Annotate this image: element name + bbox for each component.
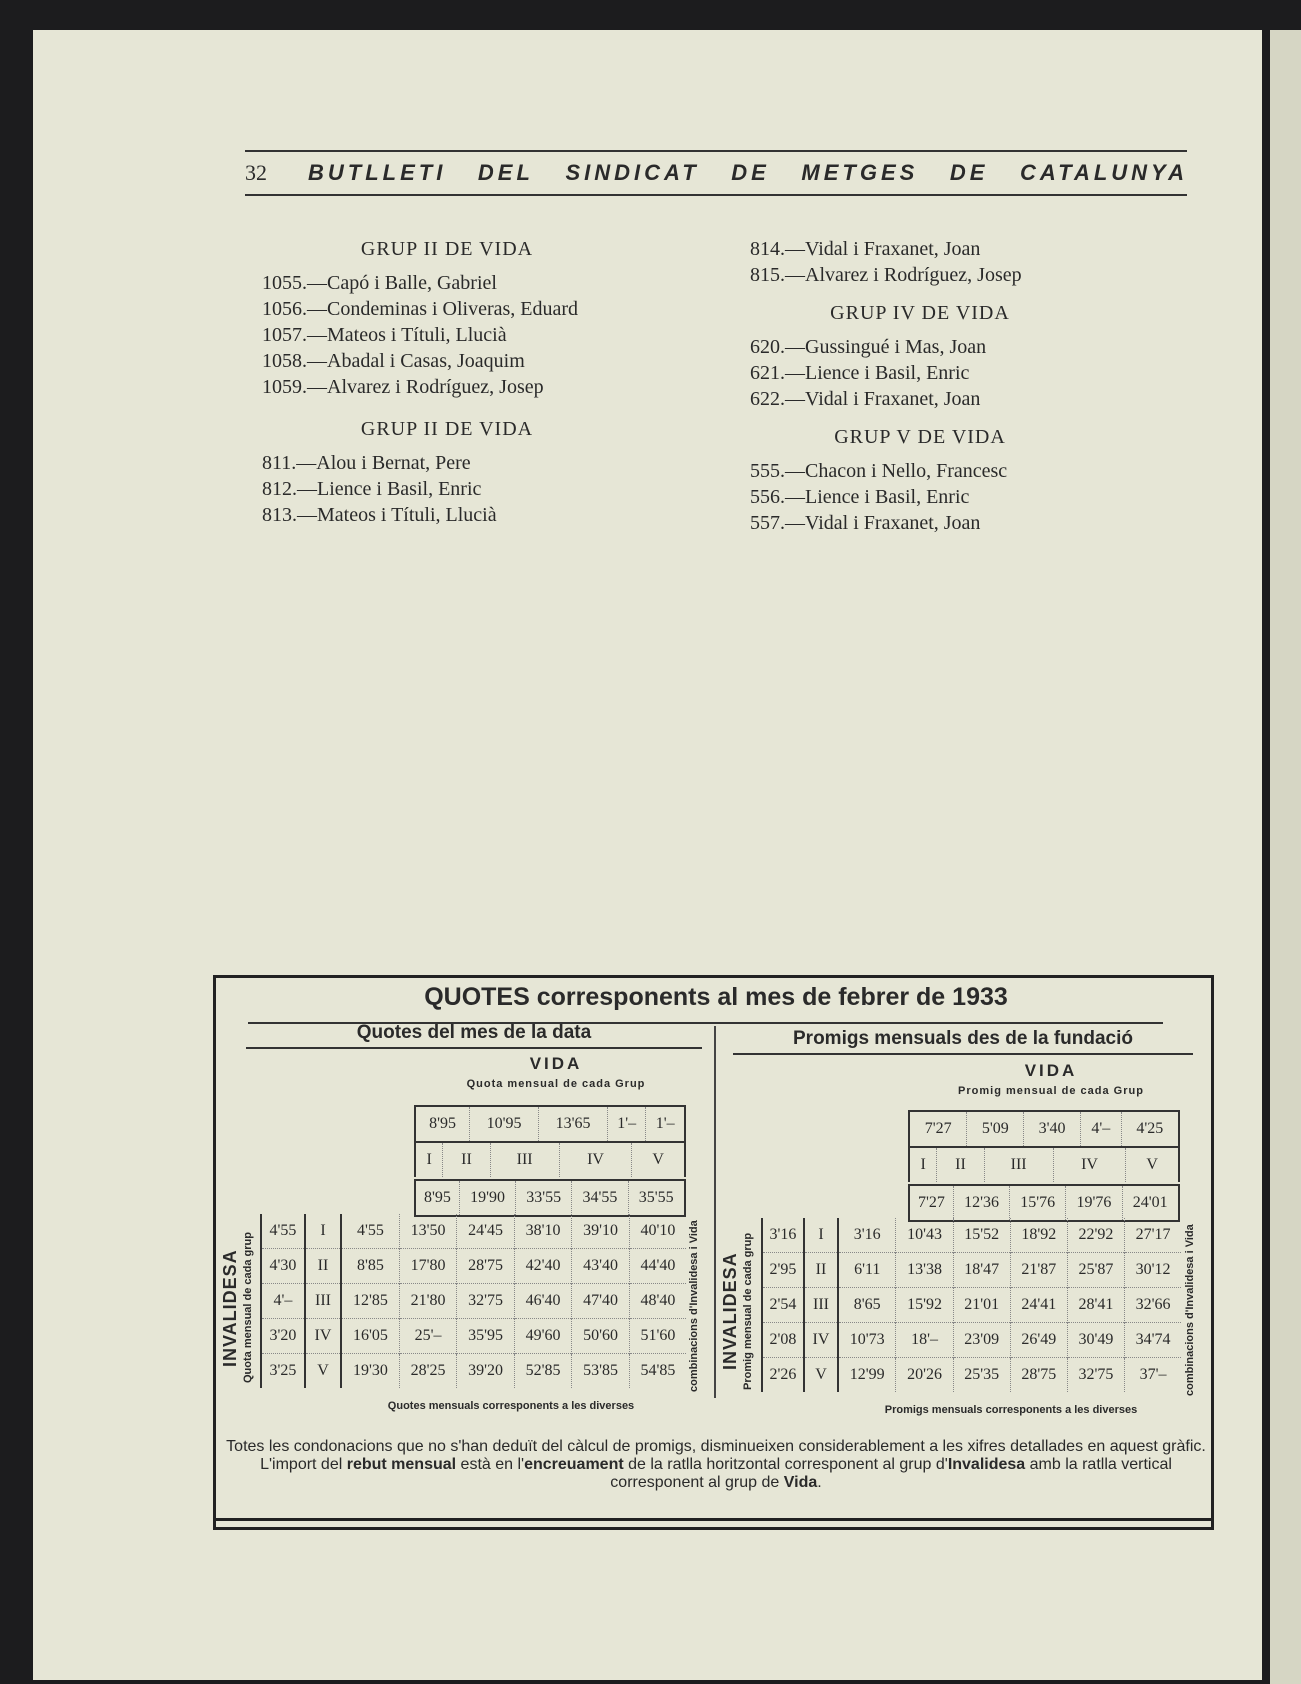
cell: 39'10 [572, 1214, 630, 1249]
note-bold: Vida [783, 1474, 818, 1491]
journal-title [308, 160, 1188, 186]
cell: 47'40 [572, 1284, 630, 1319]
list-item: 1055.—Capó i Balle, Gabriel [262, 272, 497, 294]
table-row [762, 1288, 1181, 1323]
cell: 15'76 [1010, 1185, 1066, 1221]
cell: 39'20 [457, 1354, 515, 1389]
page-number: 32 [245, 160, 267, 185]
table-row [261, 1284, 686, 1319]
cell: II [804, 1253, 838, 1288]
cell: 28'75 [457, 1249, 515, 1284]
cell: V [804, 1358, 838, 1393]
group-heading: GRUP V DE VIDA [834, 426, 1006, 448]
right-half-rule [733, 1053, 1193, 1055]
table-row [261, 1249, 686, 1284]
cell: 21'87 [1010, 1253, 1067, 1288]
list-item: 811.—Alou i Bernat, Pere [262, 452, 471, 474]
list-item: 814.—Vidal i Fraxanet, Joan [750, 238, 981, 260]
title-word: CATALUNYA [1020, 160, 1188, 185]
cell: 12'36 [953, 1185, 1009, 1221]
list-item: 812.—Lience i Basil, Enric [262, 478, 482, 500]
table-row [762, 1358, 1181, 1393]
member-list-left [262, 236, 632, 528]
cell: 3'40 [1024, 1111, 1081, 1147]
cell: III [804, 1288, 838, 1323]
cell: 24'01 [1122, 1185, 1179, 1221]
left-invalidesa-sub: Quota mensual de cada grup [242, 1232, 254, 1384]
cell: 8'95 [429, 1115, 456, 1132]
left-vida-sub: Quota mensual de cada Grup [466, 1078, 646, 1090]
list-item: 815.—Alvarez i Rodríguez, Josep [750, 264, 1022, 286]
cell: 27'17 [1125, 1218, 1181, 1253]
cell: V [305, 1354, 341, 1389]
group-heading: GRUP IV DE VIDA [830, 302, 1010, 324]
cell: 35'55 [628, 1180, 685, 1216]
left-combinations-label: combinacions d'Invalidesa i Vida [688, 1220, 700, 1393]
quotes-panel [213, 975, 1214, 1530]
header-rule-top [245, 150, 1187, 152]
note-text: L'import del [260, 1456, 347, 1473]
cell: 37'– [1125, 1358, 1181, 1393]
cell: 28'25 [399, 1354, 457, 1389]
cell: 4'– [1081, 1111, 1122, 1147]
note-bold: rebut mensual [346, 1456, 457, 1473]
right-vida-groups-table [908, 1148, 1180, 1182]
cell: I [426, 1151, 432, 1168]
cell: 19'30 [341, 1354, 399, 1389]
cell: 8'65 [838, 1288, 896, 1323]
quotes-title: QUOTES corresponents al mes de febrer de 1933 [424, 983, 1008, 1011]
cell: 32'75 [457, 1284, 515, 1319]
cell: 13'50 [399, 1214, 457, 1249]
left-vida-groups-table [414, 1143, 686, 1177]
list-item: 621.—Lience i Basil, Enric [750, 362, 970, 384]
table-row [762, 1323, 1181, 1358]
page-gutter [1262, 30, 1270, 1684]
list-item: 556.—Lience i Basil, Enric [750, 486, 970, 508]
left-vida-label: VIDA [529, 1054, 583, 1073]
cell: 53'85 [572, 1354, 630, 1389]
cell: 12'85 [341, 1284, 399, 1319]
list-item: 1056.—Condeminas i Oliveras, Eduard [262, 298, 579, 320]
table-row [762, 1253, 1181, 1288]
cell: 3'20 [261, 1319, 305, 1354]
list-item: 1058.—Abadal i Casas, Joaquim [262, 350, 525, 372]
title-word: METGES [801, 160, 919, 185]
cell: 10'43 [896, 1218, 953, 1253]
cell: 52'85 [514, 1354, 572, 1389]
left-vida-cum-table [414, 1179, 686, 1217]
cell: 23'09 [953, 1323, 1010, 1358]
right-combinations-label: combinacions d'Invalidesa i Vida [1184, 1224, 1196, 1397]
bottom-rule [216, 1518, 1211, 1521]
cell: 50'60 [572, 1319, 630, 1354]
cell: 18'47 [953, 1253, 1010, 1288]
cell: 4'– [261, 1284, 305, 1319]
note-text: . [817, 1474, 822, 1491]
cell: 17'80 [399, 1249, 457, 1284]
cell: 25'35 [953, 1358, 1010, 1393]
list-item: 555.—Chacon i Nello, Francesc [750, 460, 1008, 482]
cell: 21'01 [953, 1288, 1010, 1323]
cell: IV [1053, 1148, 1126, 1182]
title-word: BUTLLETI [308, 160, 447, 185]
cell: III [984, 1148, 1053, 1182]
cell: I [804, 1218, 838, 1253]
book-spine [1265, 30, 1301, 1684]
cell: 19'76 [1066, 1185, 1122, 1221]
cell: 12'99 [838, 1358, 896, 1393]
cell: 8'85 [341, 1249, 399, 1284]
left-bottom-caption: Quotes mensuals corresponents a les diverses [387, 1400, 635, 1412]
cell: 4'25 [1121, 1111, 1179, 1147]
column-divider [714, 1026, 716, 1398]
list-item: 557.—Vidal i Fraxanet, Joan [750, 512, 981, 534]
cell: 51'60 [629, 1319, 686, 1354]
cell: 16'05 [341, 1319, 399, 1354]
note-text: de la ratlla horitzontal corresponent al grup d' [623, 1456, 948, 1473]
cell: 20'26 [896, 1358, 953, 1393]
cell: 10'73 [838, 1323, 896, 1358]
cell: 13'38 [896, 1253, 953, 1288]
right-vida-label: VIDA [1024, 1061, 1078, 1080]
right-invalidesa-table [761, 1218, 1181, 1392]
left-half-title: Quotes del mes de la data [356, 1022, 592, 1043]
cell: 1'– [608, 1106, 646, 1142]
note-text: està en l' [456, 1456, 525, 1473]
cell: 38'10 [514, 1214, 572, 1249]
cell: 15'92 [896, 1288, 953, 1323]
cell: 2'54 [762, 1288, 804, 1323]
cell: 5'09 [967, 1111, 1024, 1147]
table-row [261, 1354, 686, 1389]
cell: 35'95 [457, 1319, 515, 1354]
cell: 48'40 [629, 1284, 686, 1319]
cell: I [305, 1214, 341, 1249]
right-invalidesa-label: INVALIDESA [720, 1252, 740, 1370]
right-invalidesa-sub: Promig mensual de cada grup [742, 1232, 754, 1390]
title-word: SINDICAT [565, 160, 700, 185]
right-half-title: Promigs mensuals des de la fundació [793, 1028, 1133, 1049]
cell: 21'80 [399, 1284, 457, 1319]
left-invalidesa-label: INVALIDESA [220, 1249, 240, 1367]
cell: 10'95 [470, 1106, 539, 1142]
cell: II [305, 1249, 341, 1284]
cell: I [920, 1156, 926, 1173]
cell: 4'55 [269, 1222, 297, 1239]
cell: 3'25 [261, 1354, 305, 1389]
list-item: 622.—Vidal i Fraxanet, Joan [750, 388, 981, 410]
cell: 4'55 [341, 1214, 399, 1249]
cell: III [305, 1284, 341, 1319]
cell: 30'12 [1125, 1253, 1181, 1288]
cell: 43'40 [572, 1249, 630, 1284]
cell: 3'16 [769, 1226, 797, 1243]
cell: 40'10 [629, 1214, 686, 1249]
table-row [762, 1218, 1181, 1253]
title-word: DE [731, 160, 770, 185]
group-heading: GRUP II DE VIDA [360, 418, 534, 440]
cell: 25'87 [1067, 1253, 1124, 1288]
cell: 7'27 [924, 1120, 952, 1137]
cell: 6'11 [838, 1253, 896, 1288]
note-bold: Invalidesa [947, 1456, 1026, 1473]
cell: IV [559, 1143, 632, 1177]
cell: 46'40 [514, 1284, 572, 1319]
notes [216, 1438, 1216, 1492]
cell: 28'75 [1010, 1358, 1067, 1393]
cell: II [443, 1143, 490, 1177]
cell: 34'55 [572, 1180, 628, 1216]
cell: 24'45 [457, 1214, 515, 1249]
cell: 19'90 [459, 1180, 515, 1216]
list-item: 1059.—Alvarez i Rodríguez, Josep [262, 376, 544, 398]
note-bold: encreuament [524, 1456, 624, 1473]
cell: 26'49 [1010, 1323, 1067, 1358]
cell: IV [305, 1319, 341, 1354]
right-vida-sub: Promig mensual de cada Grup [958, 1085, 1144, 1097]
cell: 2'26 [762, 1358, 804, 1393]
cell: V [1126, 1148, 1179, 1182]
cell: 22'92 [1067, 1218, 1124, 1253]
right-vida-quota-table [908, 1110, 1180, 1148]
left-invalidesa-table [260, 1214, 686, 1388]
cell: 54'85 [629, 1354, 686, 1389]
cell: 15'52 [953, 1218, 1010, 1253]
cell: 24'41 [1010, 1288, 1067, 1323]
cell: 18'92 [1010, 1218, 1067, 1253]
cell: 18'– [896, 1323, 953, 1358]
cell: 44'40 [629, 1249, 686, 1284]
cell: 34'74 [1125, 1323, 1181, 1358]
right-bottom-caption: Promigs mensuals corresponents a les diverses [884, 1404, 1138, 1416]
cell: 8'95 [424, 1189, 451, 1206]
table-row [261, 1319, 686, 1354]
header-rule-bottom [245, 194, 1187, 196]
right-vida-cum-table [908, 1184, 1180, 1222]
left-vida-quota-table [414, 1105, 686, 1143]
note-import [216, 1456, 1216, 1492]
cell: II [937, 1148, 984, 1182]
member-list-right [750, 236, 1090, 536]
cell: 1'– [646, 1106, 685, 1142]
cell: 25'– [399, 1319, 457, 1354]
cell: 33'55 [516, 1180, 572, 1216]
list-item: 813.—Mateos i Títuli, Llucià [262, 504, 497, 526]
title-word: DE [949, 160, 989, 185]
cell: 28'41 [1067, 1288, 1124, 1323]
list-item: 1057.—Mateos i Títuli, Llucià [262, 324, 507, 346]
title-word: DEL [477, 160, 534, 185]
cell: V [632, 1143, 685, 1177]
cell: 30'49 [1067, 1323, 1124, 1358]
cell: 3'16 [838, 1218, 896, 1253]
running-header [245, 160, 1187, 190]
left-half-rule [246, 1047, 702, 1049]
cell: 32'75 [1067, 1358, 1124, 1393]
group-heading: GRUP II DE VIDA [360, 238, 534, 260]
cell: 32'66 [1125, 1288, 1181, 1323]
cell: 2'95 [762, 1253, 804, 1288]
cell: IV [804, 1323, 838, 1358]
note-condonacions: Totes les condonacions que no s'han deduït del càlcul de promigs, disminueixen considerablement a les xifres detallades en aquest gràfic. [226, 1438, 1206, 1455]
cell: 49'60 [514, 1319, 572, 1354]
table-row [261, 1214, 686, 1249]
cell: 4'30 [261, 1249, 305, 1284]
note-text: amb la ratlla vertical corresponent al grup de [610, 1456, 1172, 1491]
cell: 7'27 [918, 1194, 945, 1211]
cell: 13'65 [539, 1106, 608, 1142]
list-item: 620.—Gussingué i Mas, Joan [750, 336, 987, 358]
cell: 2'08 [762, 1323, 804, 1358]
cell: 42'40 [514, 1249, 572, 1284]
cell: III [490, 1143, 559, 1177]
